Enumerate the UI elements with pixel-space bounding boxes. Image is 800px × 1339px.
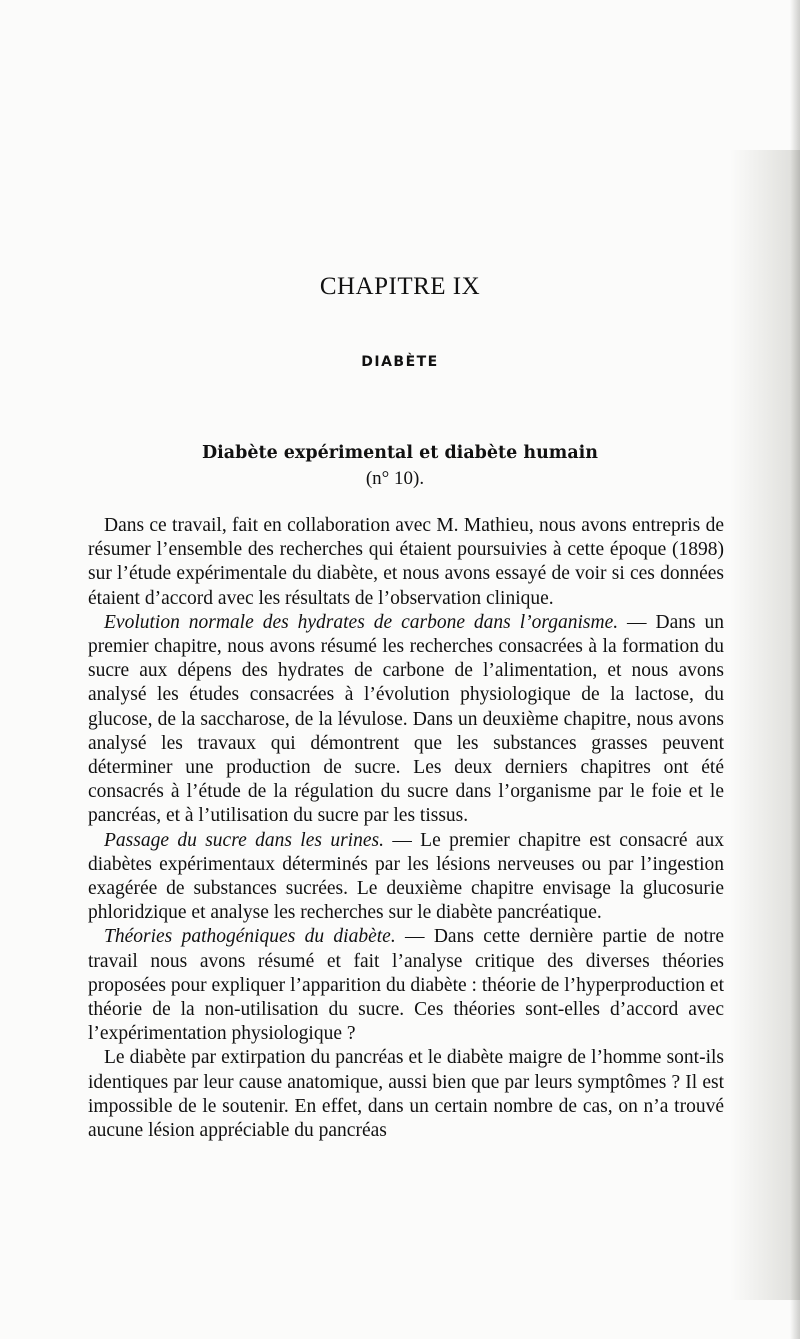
paragraph-text: — Le premier chapitre est consacré aux diabètes expérimentaux déterminés par les lésions nerveuses ou par l’ingestion exagérée de substances sucrées. Le deuxième chapitre envisage la glucosurie phloridzique et analyse les recherches sur le diabète pancréatique. bbox=[88, 829, 724, 924]
paragraph-lead: Passage du sucre dans les urines. bbox=[104, 829, 384, 851]
paragraph-evolution bbox=[88, 611, 724, 829]
article-title: Diabète expérimental et diabète humain bbox=[201, 443, 599, 463]
paragraph-text: Le diabète par extirpation du pancréas et le diabète maigre de l’homme sont-ils identiques par leur cause anatomique, aussi bien que par leurs symptômes ? Il est impossible de le soutenir. En effet, dans un certain nombre de cas, on n’a trouvé aucune lésion appréciable du pancréas bbox=[88, 1047, 724, 1142]
article-number: (n° 10). bbox=[365, 468, 425, 489]
body-text bbox=[88, 514, 724, 1143]
page-edge-shadow bbox=[790, 0, 800, 1339]
paragraph-text: Dans ce travail, fait en collaboration avec M. Mathieu, nous avons entrepris de résumer l’ensemble des recherches qui étaient poursuivies à cette époque (1898) sur l’étude expérimentale du diabète, et nous avons essayé de voir si ces données étaient d’accord avec les résultats de l’observation clinique. bbox=[88, 515, 724, 609]
chapter-title: CHAPITRE IX bbox=[319, 273, 481, 300]
section-title: DIABÈTE bbox=[361, 354, 439, 370]
paragraph-text: — Dans cette dernière partie de notre travail nous avons résumé et fait l’analyse critique des diverses théories proposées pour expliquer l’apparition du diabète : théorie de l’hyperproduction et théorie de la non-utilisation du sucre. Ces théories sont-elles d’accord avec l’expérimentation physiologique ? bbox=[88, 926, 724, 1045]
paragraph-text: — Dans un premier chapitre, nous avons résumé les recherches consacrées à la formation du sucre aux dépens des hydrates de carbone de l’alimentation, et nous avons analysé les études consacrées à l’évolution physiologique de la lactose, du glucose, de la saccharose, de la lévulose. Dans un deuxième chapitre, nous avons analysé les travaux qui démontrent que les substances grasses peuvent déterminer une production de sucre. Les deux derniers chapitres ont été consacrés à l’étude de la régulation du sucre dans l’organisme par le foie et le pancréas, et à l’utilisation du sucre par les tissus. bbox=[88, 611, 725, 827]
paragraph-passage bbox=[88, 829, 724, 926]
paragraph-comparison bbox=[88, 1046, 724, 1143]
paragraph-lead: Théories pathogéniques du diabète. bbox=[104, 926, 396, 948]
paragraph-lead: Evolution normale des hydrates de carbone dans l’organisme. bbox=[104, 611, 619, 633]
paragraph-intro bbox=[88, 514, 724, 611]
paragraph-theories bbox=[88, 925, 724, 1046]
